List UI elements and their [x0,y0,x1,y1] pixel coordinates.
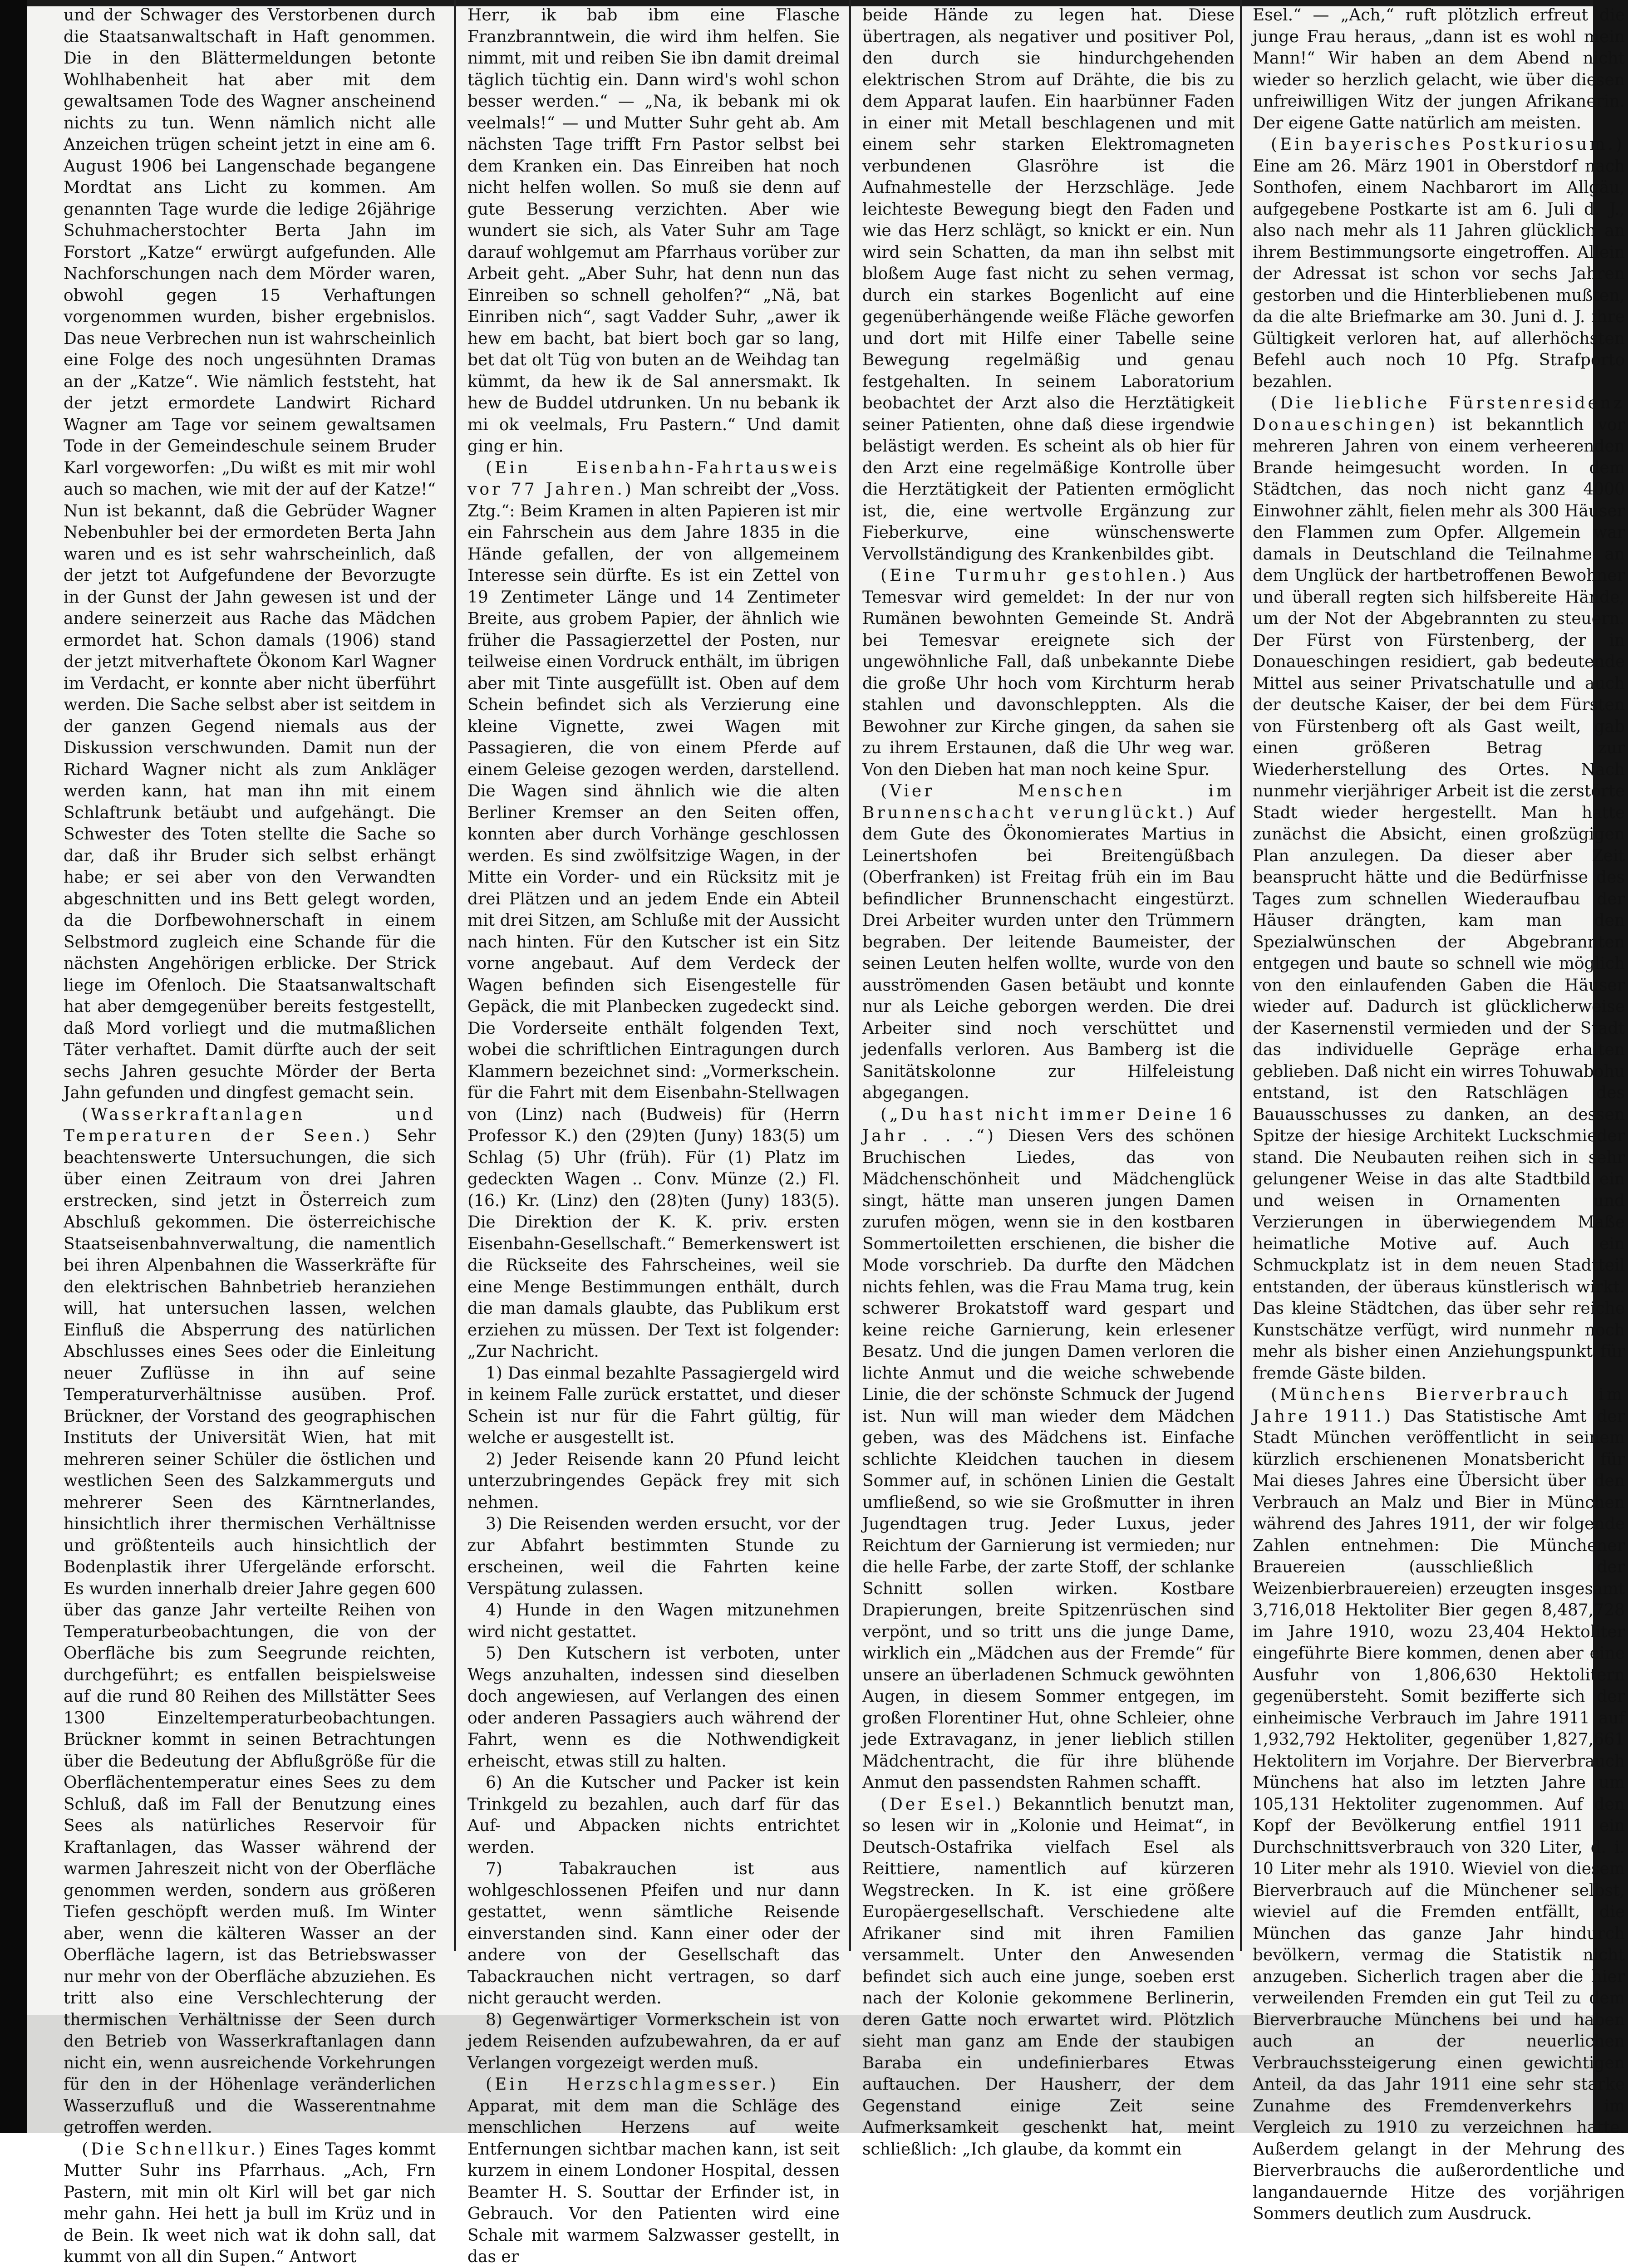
headline-donaueschingen: (Die liebliche Fürstenresidenz Donaueschingen) [1253,394,1625,434]
regulation-item: 8) Gegenwärtiger Vormerkschein ist von jedem Reisenden aufzubewahren, da er auf Verlangen vorgezeigt werden muß. [467,2010,840,2072]
article-herzschlagmesser-continued: beide Hände zu legen hat. Diese übertragen, als negativer und positiver Pol, den durch sie hindurchgehenden elektrischen Strom auf Drähte, die bis zu dem Apparat laufen. Ein haarbünner Faden in einer mit Metall beschlagenen und mit einem sehr starken Elektromagneten verbundenen Glasröhre ist die Aufnahmestelle der Herzschläge. Jede leichteste Bewegung biegt den Faden und wie das Herz schlägt, so knickt er ein. Nun wird sein Schatten, da man ihn selbst mit bloßem Auge fast nicht zu sehen vermag, durch ein starkes Bogenlicht auf eine gegenüberhängende weiße Fläche geworfen und dort mit Hilfe einer Tabelle seine Bewegung regelmäßig und genau festgehalten. In seinem Laboratorium beobachtet der Arzt also die Herztätigkeit seiner Patienten, ohne daß diese irgendwie belästigt werden. Es scheint als ob hier für den Arzt eine regelmäßige Kontrolle über die Herztätigkeit der Patienten ermöglicht ist, die, eine wertvolle Ergänzung zur Fieberkurve, eine wünschenswerte Vervollständigung des Krankenbildes gibt. [862,6,1235,564]
headline-sechzehn-jahr: („Du hast nicht immer Deine 16 Jahr . . .“) [862,1105,1235,1145]
regulation-item: 4) Hunde in den Wagen mitzunehmen wird nicht gestattet. [467,1601,840,1641]
article-sechzehn-jahr [862,1104,1235,1794]
article-esel-continued: Esel.“ — „Ach,“ ruft plötzlich erfreut die junge Frau heraus, „dann ist es wohl mein Mann!“ Wir haben an dem Abend nicht wieder so herzlich gelacht, wie über diesen unfreiwilligen Witz der jungen Afrikanerin. Der eigene Gatte natürlich am meisten. [1253,6,1625,133]
headline-esel: (Der Esel.) [880,1795,1004,1814]
scan-left-shadow [0,0,27,2133]
column-4 [1253,5,1625,2223]
column-1 [64,5,436,2266]
article-bierverbrauch [1253,1384,1625,2225]
article-schnellkur-body: Eines Tages kommt Mutter Suhr ins Pfarrhaus. „Ach, Frn Pastern, mit min olt Kirl will bet gar nich mehr gahn. Hei hett ja bull im Krüz und in de Bein. Ik weet nich wat ik dohn sall, dat kummt von all din Supen.“ Antwort [64,2140,436,2266]
article-fahrtausweis-body: Man schreibt der „Voss. Ztg.“: Beim Kramen in alten Papieren ist mir ein Fahrschein aus dem Jahre 1835 in die Hände gefallen, der von allgemeinem Interesse sein dürfte. Es ist ein Zettel von 19 Zentimeter Länge und 14 Zentimeter Breite, aus grobem Papier, der ähnlich wie früher die Passagierzettel der Posten, nur teilweise einen Vordruck enthält, im übrigen aber mit Tinte ausgefüllt ist. Oben auf dem Schein befindet sich als Verzierung eine kleine Vignette, zwei Wagen mit Passagieren, die von einem Pferde auf einem Geleise gezogen werden, darstellend. Die Wagen sind ähnlich wie die alten Berliner Kremser an den Seiten offen, konnten aber durch Vorhänge geschlossen werden. Es sind zwölfsitzige Wagen, in der Mitte ein Vorder- und ein Rücksitz mit je drei Plätzen und an jedem Ende ein Abteil mit drei Sitzen, am Schluße mit der Aussicht nach hinten. Für den Kutscher ist ein Sitz vorne angebaut. Auf dem Verdeck der Wagen befinden sich Eisengestelle für Gepäck, die mit Planbecken zugedeckt sind. Die Vorderseite enthält folgenden Text, wobei die schriftlichen Eintragungen durch Klammern bezeichnet sind: „Vormerkschein. für die Fahrt mit dem Eisenbahn-Stellwagen von (Linz) nach (Budweis) für (Herrn Professor K.) den (29)ten (Juny) 183(5) um Schlag (5) Uhr (früh). Für (1) Platz im gedeckten Wagen .. Conv. Münze (2.) Fl. (16.) Kr. (Linz) den (28)ten (Juny) 183(5). Die Direktion der K. K. priv. ersten Eisenbahn-Gesellschaft.“ Bemerkenswert ist die Rückseite des Fahrscheines, weil sie eine Menge Bestimmungen enthält, durch die man damals glaubte, das Publikum erst erziehen zu müssen. Der Text ist folgender: „Zur Nachricht. [467,480,840,1361]
article-schnellkur [64,2139,436,2268]
regulation-item: 7) Tabakrauchen ist aus wohlgeschlossenen Pfeifen und nur dann gestattet, wenn sämtliche Reisende einverstanden sind. Kann einer oder der andere von der Gesellschaft das Tabackrauchen nicht vertragen, so darf nicht geraucht werden. [467,1860,840,2008]
article-wasserkraft [64,1104,436,2139]
regulation-item: 3) Die Reisenden werden ersucht, vor der zur Abfahrt bestimmten Stunde zu erscheinen, weil die Fahrten keine Verspätung zulassen. [467,1515,840,1598]
article-brunnenschacht [862,781,1235,1104]
regulation-item: 2) Jeder Reisende kann 20 Pfund leicht unterzubringendes Gepäck frey mit sich nehmen. [467,1450,840,1512]
column-2 [467,5,840,2266]
article-donaueschingen-body: ist bekanntlich vor mehreren Jahren von einem verheerenden Brande heimgesucht worden. In dem Städtchen, das noch nicht ganz 4000 Einwohner zählt, fielen mehr als 300 Häuser den Flammen zum Opfer. Allgemein war damals in Deutschland die Teilnahme an dem Unglück der hartbetroffenen Bewohner und überall regten sich hilfsbereite Hände, um der Not der Abgebrannten zu steuern. Der Fürst von Fürstenberg, der in Donaueschingen residiert, gab bedeutende Mittel aus seiner Privatschatulle und auch der deutsche Kaiser, der bei dem Fürsten von Fürstenberg oft als Gast weilt, gab einen größeren Betrag zur Wiederherstellung des Ortes. Nach nunmehr vierjähriger Arbeit ist die zerstörte Stadt wieder hergestellt. Man hatte zunächst die Absicht, einen großzügigen Plan anzulegen. Da dieser aber Zeit beansprucht hätte und die Bedürfnisse des Tages zum schnellen Wiederaufbau der Häuser drängten, kam man den Spezialwünschen der Abgebrannten entgegen und baute so schnell wie möglich von den einlaufenden Gaben die Häuser wieder auf. Dadurch ist glücklicherweise der Kasernenstil vermieden und der Stadt das individuelle Gepräge erhalten geblieben. Daß nicht ein wirres Tohuwabohu entstand, ist den Ratschlägen des Bauausschusses zu danken, an dessen Spitze der hiesige Architekt Luckschmieder stand. Die Neubauten reihen sich in sehr gelungener Weise in das alte Stadtbild ein und weisen in Ornamenten und Verzierungen in überwiegendem Maße heimatliche Motive auf. Auch ein Schmuckplatz ist in dem neuen Stadtteil entstanden, der überaus künstlerisch wirkt. Das kleine Städtchen, das über sehr reiche Kunstschätze verfügt, wird nunmehr noch mehr als bisher einen Anziehungspunkt für fremde Gäste bilden. [1253,415,1625,1383]
article-postkuriosum-body: Eine am 26. März 1901 in Oberstdorf nach Sonthofen, einem Nachbarort im Allgäu, aufgegebene Postkarte ist am 6. Juli d. J., also nach mehr als 11 Jahren glücklich an ihrem Bestimmungsorte eingetroffen. Allein der Adressat ist schon vor sechs Jahren gestorben und die Hinterbliebenen mußten, da die alte Briefmarke am 30. Juni d. J. ihre Gültigkeit verloren hat, auf allerhöchsten Befehl auch noch 10 Pfg. Strafporto bezahlen. [1253,157,1625,391]
column-3 [862,5,1235,2159]
article-bierverbrauch-body: Das Statistische Amt der Stadt München veröffentlicht in seinem kürzlich erschienenen Monatsbericht für Mai dieses Jahres eine Übersicht über den Verbrauch an Malz und Bier in München während des Jahres 1911, der wir folgende Zahlen entnehmen: Die Münchener Brauereien (ausschließlich der Weizenbierbrauereien) erzeugten insgesamt 3,716,018 Hektoliter Bier gegen 8,487,728 im Jahre 1910, wozu 23,404 Hektoliter eingeführte Biere kommen, denen aber eine Ausfuhr von 1,806,630 Hektolitern gegenübersteht. Somit bezifferte sich der einheimische Verbrauch im Jahre 1911 auf 1,932,792 Hektoliter, gegenüber 1,827,661 Hektolitern im Vorjahre. Der Bierverbrauch Münchens hat also im letzten Jahre um 105,131 Hektoliter zugenommen. Auf den Kopf der Bevölkerung entfiel 1911 ein Durchschnittsverbrauch von 320 Liter, d. i. 10 Liter mehr als 1910. Wieviel von diesem Bierverbrauch auf die Münchener selbst, wieviel auf die Fremden entfällt, die München das ganze Jahr hindurch bevölkern, vermag die Statistik nicht anzugeben. Sicherlich tragen aber die hier verweilenden Fremden ein gut Teil zu dem Bierverbrauche Münchens bei und haben auch an der neuerlichen Verbrauchssteigerung einen gewichtigen Anteil, da das Jahr 1911 eine sehr starke Zunahme des Fremdenverkehrs im Vergleich zu 1910 zu verzeichnen hatte. Außerdem gelangt in der Mehrung des Bierverbrauchs die außerordentliche und langandauernde Hitze des vorjährigen Sommers deutlich zum Ausdruck. [1253,1407,1625,2223]
article-postkuriosum [1253,134,1625,393]
headline-herzschlagmesser: (Ein Herzschlagmesser.) [486,2075,779,2094]
column-rule-1 [454,0,456,1951]
article-fahrtausweis [467,457,840,1363]
article-turmuhr [862,565,1235,781]
headline-fahrtausweis: (Ein Eisenbahn-Fahrtausweis vor 77 Jahren.) [467,458,840,499]
article-wasserkraft-body: Sehr beachtenswerte Untersuchungen, die sich über einen Zeitraum von drei Jahren erstrecken, sind jetzt in Österreich zum Abschluß gekommen. Die österreichische Staatseisenbahnverwaltung, die namentlich bei ihren Alpenbahnen die Wasserkräfte für den elektrischen Bahnbetrieb heranziehen will, hat untersuchen lassen, welchen Einfluß die Absperrung des natürlichen Abschlusses eines Sees oder die Einleitung neuer Zuflüsse in ihn auf seine Temperaturverhältnisse ausüben. Prof. Brückner, der Vorstand des geographischen Instituts der Universität Wien, hat mit mehreren seiner Schüler die östlichen und westlichen Seen des Salzkammerguts und mehrerer Seen des Kärntnerlandes, hinsichtlich ihrer thermischen Verhältnisse und größtenteils auch hinsichtlich der Bodenplastik ihrer Ufergelände erforscht. Es wurden innerhalb dreier Jahre gegen 600 über das ganze Jahr verteilte Reihen von Temperaturbeobachtungen, die von der Oberfläche bis zum Seegrunde reichten, durchgeführt; es entfallen beispielsweise auf die rund 80 Reihen des Millstätter Sees 1300 Einzeltemperaturbeobachtungen. Brückner kommt in seinen Betrachtungen über die Bedeutung der Abflußgröße für die Oberflächentemperatur eines Sees zu dem Schluß, daß im Fall der Benutzung eines Sees als natürliches Reservoir für Kraftanlagen, das Wasser während der warmen Jahreszeit nicht von der Oberfläche genommen werden, sondern aus größeren Tiefen geschöpft werden muß. Im Winter aber, wenn die kälteren Wasser an der Oberfläche lagern, ist das Betriebswasser nur mehr von der Oberfläche abzuziehen. Es tritt also eine Verschlechterung der thermischen Verhältnisse der Seen durch den Betrieb von Wasserkraftanlagen dann nicht ein, wenn ausreichende Vorkehrungen für den in der Höhenlage veränderlichen Wasserzufluß und die Wasserentnahme getroffen werden. [64,1127,436,2137]
article-herzschlagmesser-body: Ein Apparat, mit dem man die Schläge des menschlichen Herzens auf weite Entfernungen sichtbar machen kann, ist seit kurzem in einem Londoner Hospital, dessen Beamter H. S. Souttar der Erfinder ist, in Gebrauch. Vor den Patienten wird eine Schale mit warmem Salzwasser gestellt, in das er [467,2075,840,2266]
regulation-item: 5) Den Kutschern ist verboten, unter Wegs anzuhalten, indessen sind dieselben doch angewiesen, auf Verlangen des einen oder anderen Passagiers auch während der Fahrt, wenn es die Nothwendigkeit erheischt, etwas still zu halten. [467,1644,840,1771]
regulation-item: 1) Das einmal bezahlte Passagiergeld wird in keinem Falle zurück erstattet, und dieser Schein ist nur für die Fahrt gültig, für welche er ausgestellt ist. [467,1364,840,1447]
article-wagner-murder: und der Schwager des Verstorbenen durch die Staatsanwaltschaft in Haft genommen. Die in den Blättermeldungen betonte Wohlhabenheit hat aber mit dem gewaltsamen Tode des Wagner anscheinend nichts zu tun. Wenn nämlich nicht alle Anzeichen trügen scheint jetzt in eine am 6. August 1906 bei Langenschade begangene Mordtat ans Licht zu kommen. Am genannten Tage wurde die ledige 26jährige Schuhmacherstochter Berta Jahn im Forstort „Katze“ erwürgt aufgefunden. Alle Nachforschungen nach dem Mörder waren, obwohl gegen 15 Verhaftungen vorgenommen wurden, bisher ergebnislos. Das neue Verbrechen nun ist wahrscheinlich eine Folge des noch ungesühnten Dramas an der „Katze“. Wie nämlich feststeht, hat der jetzt ermordete Landwirt Richard Wagner am Tage vor seinem gewaltsamen Tode in der Gemeindeschule seinem Bruder Karl vorgeworfen: „Du wißt es mit mir wohl auch so machen, wie mit der auf der Katze!“ Nun ist bekannt, daß die Gebrüder Wagner Nebenbuhler bei der ermordeten Berta Jahn waren und es ist sehr wahrscheinlich, daß der jetzt tot Aufgefundene der Bevorzugte in der Gunst der Jahn gewesen ist und der andere seinerzeit aus Rache das Mädchen ermordet hat. Schon damals (1906) stand der jetzt mitverhaftete Ökonom Karl Wagner im Verdacht, er konnte aber nicht überführt werden. Die Sache selbst aber ist seitdem in der ganzen Gegend niemals aus der Diskussion verschwunden. Damit nun der Richard Wagner nicht als zum Ankläger werden kann, hat man ihn mit einem Schlaftrunk betäubt und aufgehängt. Die Schwester des Toten stellte die Sache so dar, daß ihr Bruder sich selbst erhängt habe; er sei aber von den Verwandten abgeschnitten und ins Bett gelegt worden, da die Dorfbewohnerschaft in einem Selbstmord zugleich eine Schande für die nächsten Angehörigen erblicke. Der Strick liege im Ofenloch. Die Staatsanwaltschaft hat aber demgegenüber bereits festgestellt, daß Mord vorliegt und die mutmaßlichen Täter verhaftet. Damit dürfte auch der seit sechs Jahren gesuchte Mörder der Berta Jahn gefunden und dingfest gemacht sein. [64,6,436,1102]
headline-wasserkraft: (Wasserkraftanlagen und Temperaturen der Seen.) [64,1105,436,1145]
article-brunnenschacht-body: Auf dem Gute des Ökonomierates Martius in Leinertshofen bei Breitengüßbach (Oberfranken) ist Freitag früh ein im Bau befindlicher Brunnenschacht eingestürzt. Drei Arbeiter wurden unter den Trümmern begraben. Der leitende Baumeister, der seinen Leuten helfen wollte, wurde von den ausströmenden Gasen betäubt und konnte nur als Leiche geborgen werden. Die drei Arbeiter sind noch verschüttet und jedenfalls verloren. Aus Bamberg ist die Sanitätskolonne zur Hilfeleistung abgegangen. [862,803,1235,1102]
regulation-item: 6) An die Kutscher und Packer ist kein Trinkgeld zu bezahlen, auch darf für das Auf- und Abpacken nichts entrichtet werden. [467,1773,840,1857]
article-sechzehn-jahr-body: Diesen Vers des schönen Bruchischen Liedes, das von Mädchenschönheit und Mädchenglück singt, hätte man unseren jungen Damen zurufen mögen, wenn sie in den kostbaren Sommertoiletten erschienen, die bisher die Mode vorschrieb. Da durfte den Mädchen nichts fehlen, was die Frau Mama trug, kein schwerer Brokatstoff ward gespart und keine reiche Garnierung, kein erlesener Besatz. Und die jungen Damen verloren die lichte Anmut und die weiche schwebende Linie, die der schönste Schmuck der Jugend ist. Nun will man wieder dem Mädchen geben, was des Mädchens ist. Einfache schlichte Kleidchen tauchen in diesem Sommer auf, in schönen Linien die Gestalt umfließend, so wie sie Großmutter in ihren Jugendtagen trug. Jeder Luxus, jeder Reichtum der Garnierung ist vermieden; nur die helle Farbe, der zarte Stoff, der schlanke Schnitt sollen wirken. Kostbare Drapierungen, breite Spitzenrüschen sind verpönt, und so tritt uns die junge Dame, wirklich ein „Mädchen aus der Fremde“ für unsere an überladenen Schmuck gewöhnten Augen, in diesem Sommer entgegen, im großen Florentiner Hut, ohne Schleier, ohne jede Extravaganz, in jener lieblich stillen Mädchentracht, die für ihre blühende Anmut den passendsten Rahmen schafft. [862,1127,1235,1792]
article-turmuhr-body: Aus Temesvar wird gemeldet: In der nur von Rumänen bewohnten Gemeinde St. Andrä bei Temesvar ereignete sich der ungewöhnliche Fall, daß unbekannte Diebe die große Uhr hoch vom Kirchturm herab stahlen und davonschleppten. Als die Bewohner zur Kirche gingen, da sahen sie zu ihrem Erstaunen, daß die Uhr weg war. Von den Dieben hat man noch keine Spur. [862,566,1235,779]
article-schnellkur-continued: Herr, ik bab ibm eine Flasche Franzbranntwein, die wird ihm helfen. Sie nimmt, mit und reiben Sie ibn damit dreimal täglich tüchtig ein. Dann wird's wohl schon besser werden.“ — „Na, ik bebank mi ok veelmals!“ — und Mutter Suhr geht ab. Am nächsten Tage trifft Frn Pastor selbst bei dem Kranken ein. Das Einreiben hat noch nicht helfen wollen. So muß sie denn auf gute Besserung verzichten. Aber wie wundert sie sich, als Vater Suhr am Tage darauf wohlgemut am Pfarrhaus vorüber zur Arbeit geht. „Aber Suhr, hat denn nun das Einreiben so schnell geholfen?“ „Nä, bat Einriben nich“, sagt Vadder Suhr, „awer ik hew em bacht, bat biert boch gar so lang, bet dat olt Tüg von buten an de Weihdag tan kümmt, da hew ik de Sal annersmakt. Ik hew de Buddel utdrunken. Un nu bebank ik mi ok veelmals, Fru Pastern.“ Und damit ging er hin. [467,6,840,456]
headline-brunnenschacht: (Vier Menschen im Brunnenschacht verunglückt.) [862,782,1235,822]
headline-schnellkur: (Die Schnellkur.) [82,2140,268,2159]
headline-postkuriosum: (Ein bayerisches Postkuriosum.) [1271,135,1625,154]
article-esel [862,1794,1235,2160]
article-herzschlagmesser [467,2074,840,2268]
article-donaueschingen [1253,393,1625,1384]
article-esel-body: Bekanntlich benutzt man, so lesen wir in „Kolonie und Heimat“, in Deutsch-Ostafrika vielfach Esel als Reittiere, namentlich auf kürzeren Wegstrecken. In K. ist eine größere Europäergesellschaft. Verschiedene alte Afrikaner sind mit ihren Familien versammelt. Unter den Anwesenden befindet sich auch eine junge, soeben erst nach der Kolonie gekommene Berlinerin, deren Gatte noch erwartet wird. Plötzlich sieht man ganz am Ende der staubigen Baraba ein undefinierbares Etwas auftauchen. Der Hausherr, der dem Gegenstand einige Zeit seine Aufmerksamkeit geschenkt hat, meint schließlich: „Ich glaube, da kommt ein [862,1795,1235,2159]
headline-turmuhr: (Eine Turmuhr gestohlen.) [880,566,1189,585]
column-rule-3 [1240,0,1242,1951]
column-rule-2 [849,0,851,1951]
headline-bierverbrauch: (Münchens Bierverbrauch im Jahre 1911.) [1253,1385,1625,1426]
